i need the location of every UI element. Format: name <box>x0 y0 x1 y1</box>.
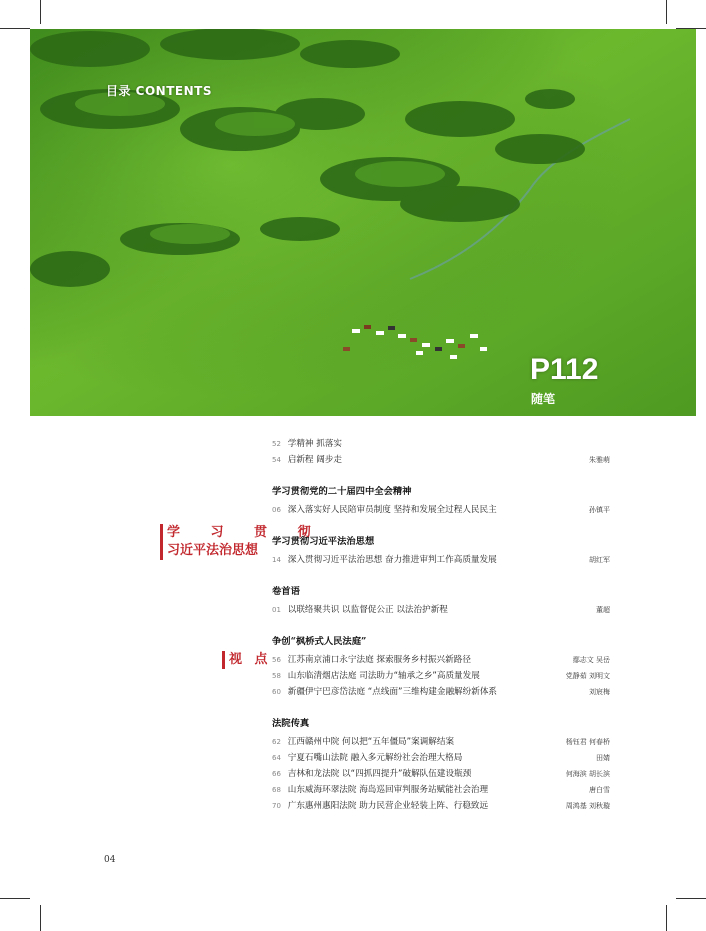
toc-page-number: 66 <box>272 770 281 778</box>
toc-page-number: 58 <box>272 672 281 680</box>
toc-author: 党静茹 刘明文 <box>565 672 610 680</box>
toc-item[interactable] <box>272 602 610 618</box>
toc-author: 董超 <box>596 606 610 614</box>
crop-mark <box>40 905 41 931</box>
toc-item[interactable] <box>272 750 610 766</box>
toc-title: 启新程 阔步走 <box>287 455 343 465</box>
toc-author: 朱雅萌 <box>589 456 610 464</box>
toc-page-number: 60 <box>272 688 281 696</box>
category-viewpoint: 视 点 <box>222 651 272 669</box>
toc-item[interactable] <box>272 766 610 782</box>
toc-title: 吉林和龙法院 以“四抓四提升”破解队伍建设瓶颈 <box>287 769 472 779</box>
toc-author: 孙镇平 <box>589 506 610 514</box>
crop-mark <box>676 898 706 899</box>
toc-title: 江西赣州中院 何以把“五年僵局”案调解结案 <box>287 737 455 747</box>
featured-page-number: P112 <box>530 353 599 386</box>
toc-item[interactable] <box>272 552 610 568</box>
page-number: 04 <box>104 855 116 865</box>
toc-item[interactable] <box>272 652 610 668</box>
toc-page-number: 64 <box>272 754 281 762</box>
toc-author: 周鸿基 刘秋璇 <box>565 802 610 810</box>
toc-page-number: 56 <box>272 656 281 664</box>
section-heading: 法院传真 <box>272 718 310 729</box>
table-of-contents <box>272 436 610 814</box>
toc-author: 田婧 <box>596 754 610 762</box>
toc-author: 杨钰君 何春桥 <box>565 738 610 746</box>
toc-title: 广东惠州惠阳法院 助力民营企业轻装上阵、行稳致远 <box>287 801 489 811</box>
toc-title: 山东临清烟店法庭 司法助力“轴承之乡”高质量发展 <box>287 671 480 681</box>
toc-page-number: 68 <box>272 786 281 794</box>
toc-page-number: 01 <box>272 606 281 614</box>
toc-item[interactable] <box>272 684 610 700</box>
toc-title: 山东威海环翠法院 海岛巡回审判服务站赋能社会治理 <box>287 785 489 795</box>
toc-title: 深入贯彻习近平法治思想 奋力推进审判工作高质量发展 <box>287 555 497 565</box>
category-study-line1: 学 习 贯 彻 <box>167 525 324 540</box>
toc-author: 何海滨 胡长滨 <box>565 770 610 778</box>
toc-title: 江苏南京浦口永宁法庭 探索服务乡村振兴新路径 <box>287 655 471 665</box>
toc-title: 深入落实好人民陪审员制度 坚持和发展全过程人民民主 <box>287 505 497 515</box>
toc-author: 胡红军 <box>589 556 610 564</box>
toc-item[interactable] <box>272 668 610 684</box>
toc-item[interactable] <box>272 798 610 814</box>
toc-author: 刘宸梅 <box>589 688 610 696</box>
toc-page-number: 52 <box>272 440 281 448</box>
section-heading: 学习贯彻党的二十届四中全会精神 <box>272 486 412 497</box>
category-study-line2: 习近平法治思想 <box>167 543 259 558</box>
toc-item[interactable] <box>272 436 610 452</box>
crop-mark <box>666 0 667 24</box>
contents-title: 目录 CONTENTS <box>106 84 212 98</box>
toc-page-number: 14 <box>272 556 281 564</box>
crop-mark <box>0 898 30 899</box>
crop-mark <box>40 0 41 24</box>
toc-author: 唐白雪 <box>589 786 610 794</box>
section-heading: 卷首语 <box>272 586 300 597</box>
toc-page-number: 54 <box>272 456 281 464</box>
section-heading: 争创“枫桥式人民法庭” <box>272 636 367 647</box>
toc-title: 学精神 抓落实 <box>287 439 343 449</box>
featured-page-label: 随笔 <box>531 392 556 406</box>
toc-page-number: 06 <box>272 506 281 514</box>
toc-page-number: 70 <box>272 802 281 810</box>
crop-mark <box>666 905 667 931</box>
toc-item[interactable] <box>272 452 610 468</box>
toc-item[interactable] <box>272 502 610 518</box>
toc-title: 新疆伊宁巴彦岱法庭 “点线面”三维构建金融解纷新体系 <box>287 687 498 697</box>
crop-mark <box>0 28 30 29</box>
toc-item[interactable] <box>272 782 610 798</box>
toc-page-number: 62 <box>272 738 281 746</box>
toc-item[interactable] <box>272 734 610 750</box>
toc-title: 以联络聚共识 以监督促公正 以法治护新程 <box>287 605 448 615</box>
toc-title: 宁夏石嘴山法院 融入多元解纷社会治理大格局 <box>287 753 463 763</box>
section-heading: 学习贯彻习近平法治思想 <box>272 536 375 547</box>
toc-author: 鄢志文 吴岳 <box>572 656 610 664</box>
